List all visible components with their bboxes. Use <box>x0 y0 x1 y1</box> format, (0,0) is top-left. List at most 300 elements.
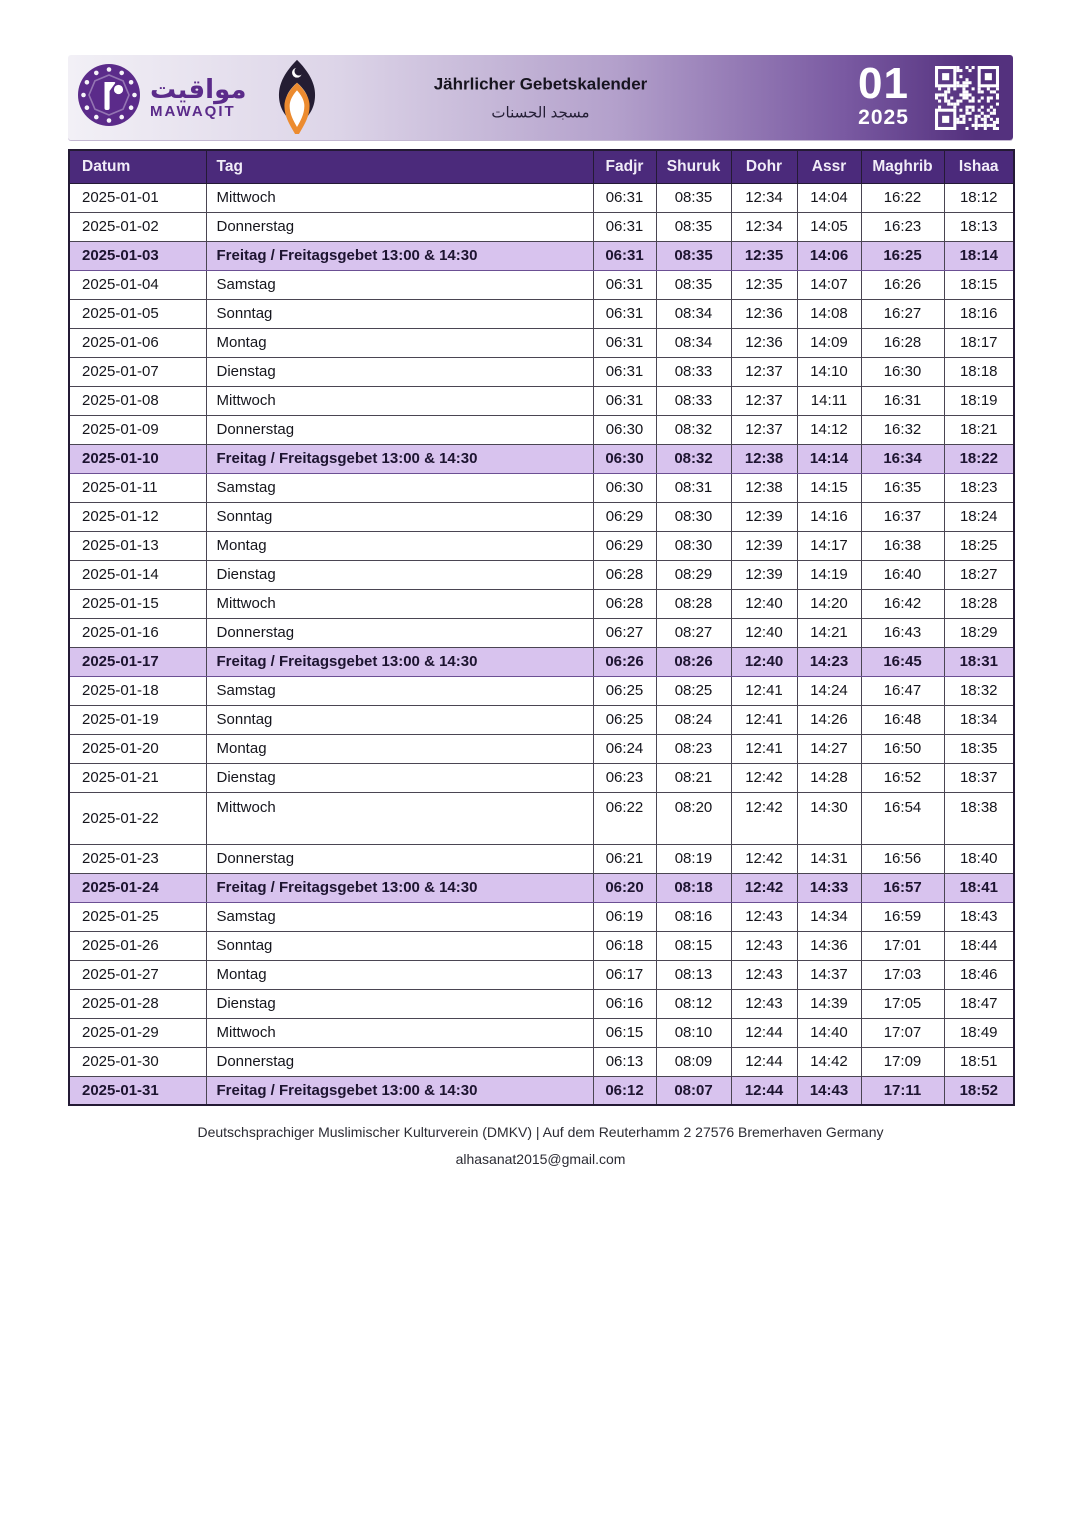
column-header-dohr: Dohr <box>731 150 797 183</box>
column-header-maghrib: Maghrib <box>861 150 944 183</box>
time-cell: 18:23 <box>944 473 1014 502</box>
time-cell: 06:20 <box>593 873 656 902</box>
table-row <box>69 989 1014 1018</box>
time-cell: 06:31 <box>593 241 656 270</box>
footer-address: Deutschsprachiger Muslimischer Kulturverein (DMKV) | Auf dem Reuterhamm 2 27576 Bremerhaven Germany <box>197 1124 884 1140</box>
table-row-friday <box>69 444 1014 473</box>
date-cell: 2025-01-21 <box>69 763 206 792</box>
time-cell: 12:36 <box>731 299 797 328</box>
column-header-assr: Assr <box>797 150 861 183</box>
mosque-dome-icon <box>272 58 322 139</box>
time-cell: 16:52 <box>861 763 944 792</box>
time-cell: 12:37 <box>731 415 797 444</box>
time-cell: 18:17 <box>944 328 1014 357</box>
day-cell: Donnerstag <box>206 212 593 241</box>
table-row <box>69 212 1014 241</box>
day-cell: Montag <box>206 328 593 357</box>
time-cell: 06:28 <box>593 560 656 589</box>
time-cell: 16:37 <box>861 502 944 531</box>
column-header-datum: Datum <box>69 150 206 183</box>
month-number: 01 <box>858 59 909 109</box>
time-cell: 18:28 <box>944 589 1014 618</box>
time-cell: 08:10 <box>656 1018 731 1047</box>
time-cell: 18:51 <box>944 1047 1014 1076</box>
time-cell: 12:40 <box>731 618 797 647</box>
day-cell: Dienstag <box>206 763 593 792</box>
time-cell: 06:31 <box>593 212 656 241</box>
time-cell: 18:34 <box>944 705 1014 734</box>
time-cell: 14:08 <box>797 299 861 328</box>
time-cell: 08:26 <box>656 647 731 676</box>
day-cell: Mittwoch <box>206 589 593 618</box>
time-cell: 12:35 <box>731 241 797 270</box>
time-cell: 17:03 <box>861 960 944 989</box>
time-cell: 12:39 <box>731 502 797 531</box>
table-row <box>69 589 1014 618</box>
time-cell: 18:18 <box>944 357 1014 386</box>
column-header-fadjr: Fadjr <box>593 150 656 183</box>
time-cell: 17:11 <box>861 1076 944 1105</box>
day-cell: Montag <box>206 531 593 560</box>
time-cell: 08:33 <box>656 386 731 415</box>
time-cell: 12:41 <box>731 676 797 705</box>
time-cell: 18:52 <box>944 1076 1014 1105</box>
time-cell: 17:05 <box>861 989 944 1018</box>
date-cell: 2025-01-25 <box>69 902 206 931</box>
table-row <box>69 183 1014 212</box>
footer-email: alhasanat2015@gmail.com <box>455 1151 626 1167</box>
time-cell: 06:22 <box>593 792 656 844</box>
time-cell: 18:19 <box>944 386 1014 415</box>
time-cell: 16:30 <box>861 357 944 386</box>
time-cell: 08:13 <box>656 960 731 989</box>
time-cell: 12:42 <box>731 763 797 792</box>
table-row <box>69 618 1014 647</box>
time-cell: 12:42 <box>731 873 797 902</box>
time-cell: 06:12 <box>593 1076 656 1105</box>
time-cell: 14:31 <box>797 844 861 873</box>
table-row <box>69 328 1014 357</box>
date-cell: 2025-01-20 <box>69 734 206 763</box>
time-cell: 06:31 <box>593 183 656 212</box>
month-block <box>858 59 909 129</box>
time-cell: 18:38 <box>944 792 1014 844</box>
table-row <box>69 473 1014 502</box>
day-cell: Dienstag <box>206 560 593 589</box>
table-row <box>69 960 1014 989</box>
time-cell: 14:26 <box>797 705 861 734</box>
time-cell: 16:22 <box>861 183 944 212</box>
time-cell: 12:40 <box>731 589 797 618</box>
table-row <box>69 357 1014 386</box>
time-cell: 06:28 <box>593 589 656 618</box>
qr-code <box>935 66 999 130</box>
day-cell: Freitag / Freitagsgebet 13:00 & 14:30 <box>206 647 593 676</box>
time-cell: 14:39 <box>797 989 861 1018</box>
time-cell: 08:32 <box>656 444 731 473</box>
table-row <box>69 386 1014 415</box>
time-cell: 14:37 <box>797 960 861 989</box>
time-cell: 08:15 <box>656 931 731 960</box>
day-cell: Freitag / Freitagsgebet 13:00 & 14:30 <box>206 444 593 473</box>
time-cell: 14:30 <box>797 792 861 844</box>
day-cell: Dienstag <box>206 989 593 1018</box>
time-cell: 08:33 <box>656 357 731 386</box>
time-cell: 06:21 <box>593 844 656 873</box>
time-cell: 17:07 <box>861 1018 944 1047</box>
time-cell: 12:43 <box>731 931 797 960</box>
day-cell: Samstag <box>206 676 593 705</box>
time-cell: 06:31 <box>593 270 656 299</box>
time-cell: 06:30 <box>593 444 656 473</box>
table-row-friday <box>69 241 1014 270</box>
date-cell: 2025-01-22 <box>69 792 206 844</box>
day-cell: Sonntag <box>206 705 593 734</box>
time-cell: 12:43 <box>731 960 797 989</box>
time-cell: 08:21 <box>656 763 731 792</box>
date-cell: 2025-01-18 <box>69 676 206 705</box>
time-cell: 08:20 <box>656 792 731 844</box>
time-cell: 12:42 <box>731 792 797 844</box>
table-row <box>69 1047 1014 1076</box>
date-cell: 2025-01-31 <box>69 1076 206 1105</box>
time-cell: 14:27 <box>797 734 861 763</box>
time-cell: 16:26 <box>861 270 944 299</box>
date-cell: 2025-01-27 <box>69 960 206 989</box>
time-cell: 14:40 <box>797 1018 861 1047</box>
time-cell: 12:40 <box>731 647 797 676</box>
time-cell: 08:12 <box>656 989 731 1018</box>
time-cell: 14:06 <box>797 241 861 270</box>
time-cell: 06:17 <box>593 960 656 989</box>
date-cell: 2025-01-28 <box>69 989 206 1018</box>
time-cell: 18:22 <box>944 444 1014 473</box>
time-cell: 08:18 <box>656 873 731 902</box>
time-cell: 18:13 <box>944 212 1014 241</box>
date-cell: 2025-01-07 <box>69 357 206 386</box>
time-cell: 18:29 <box>944 618 1014 647</box>
mawaqit-clock-icon <box>76 62 142 133</box>
time-cell: 17:01 <box>861 931 944 960</box>
time-cell: 16:38 <box>861 531 944 560</box>
time-cell: 08:35 <box>656 212 731 241</box>
day-cell: Mittwoch <box>206 792 593 844</box>
time-cell: 06:18 <box>593 931 656 960</box>
time-cell: 16:50 <box>861 734 944 763</box>
time-cell: 14:04 <box>797 183 861 212</box>
time-cell: 12:37 <box>731 357 797 386</box>
table-header-row <box>69 150 1014 183</box>
time-cell: 14:17 <box>797 531 861 560</box>
time-cell: 18:37 <box>944 763 1014 792</box>
time-cell: 08:29 <box>656 560 731 589</box>
date-cell: 2025-01-13 <box>69 531 206 560</box>
time-cell: 06:29 <box>593 531 656 560</box>
time-cell: 12:36 <box>731 328 797 357</box>
time-cell: 16:25 <box>861 241 944 270</box>
time-cell: 08:16 <box>656 902 731 931</box>
time-cell: 14:21 <box>797 618 861 647</box>
time-cell: 06:23 <box>593 763 656 792</box>
time-cell: 14:19 <box>797 560 861 589</box>
time-cell: 18:40 <box>944 844 1014 873</box>
day-cell: Sonntag <box>206 502 593 531</box>
mawaqit-name-arabic: مواقيت <box>150 74 247 104</box>
time-cell: 16:47 <box>861 676 944 705</box>
table-row <box>69 299 1014 328</box>
prayer-times-table <box>68 149 1015 1106</box>
mawaqit-logo <box>76 62 246 133</box>
time-cell: 08:32 <box>656 415 731 444</box>
date-cell: 2025-01-03 <box>69 241 206 270</box>
time-cell: 06:27 <box>593 618 656 647</box>
time-cell: 14:15 <box>797 473 861 502</box>
date-cell: 2025-01-05 <box>69 299 206 328</box>
time-cell: 06:31 <box>593 299 656 328</box>
mawaqit-name-latin: MAWAQIT <box>150 103 236 120</box>
time-cell: 18:44 <box>944 931 1014 960</box>
date-cell: 2025-01-24 <box>69 873 206 902</box>
table-row <box>69 763 1014 792</box>
date-cell: 2025-01-17 <box>69 647 206 676</box>
time-cell: 14:34 <box>797 902 861 931</box>
table-row <box>69 734 1014 763</box>
date-cell: 2025-01-12 <box>69 502 206 531</box>
time-cell: 08:34 <box>656 328 731 357</box>
time-cell: 16:32 <box>861 415 944 444</box>
header-banner <box>68 55 1013 140</box>
title-block <box>331 74 751 121</box>
time-cell: 08:07 <box>656 1076 731 1105</box>
time-cell: 18:31 <box>944 647 1014 676</box>
time-cell: 14:16 <box>797 502 861 531</box>
time-cell: 12:41 <box>731 705 797 734</box>
time-cell: 08:35 <box>656 241 731 270</box>
day-cell: Samstag <box>206 473 593 502</box>
time-cell: 12:43 <box>731 989 797 1018</box>
table-body <box>69 183 1014 1105</box>
table-row <box>69 931 1014 960</box>
time-cell: 06:25 <box>593 705 656 734</box>
time-cell: 12:38 <box>731 473 797 502</box>
time-cell: 06:13 <box>593 1047 656 1076</box>
time-cell: 12:44 <box>731 1076 797 1105</box>
day-cell: Donnerstag <box>206 1047 593 1076</box>
table-row-friday <box>69 647 1014 676</box>
time-cell: 18:35 <box>944 734 1014 763</box>
day-cell: Mittwoch <box>206 386 593 415</box>
year-number: 2025 <box>858 105 909 129</box>
time-cell: 08:35 <box>656 270 731 299</box>
time-cell: 14:28 <box>797 763 861 792</box>
time-cell: 18:15 <box>944 270 1014 299</box>
day-cell: Mittwoch <box>206 183 593 212</box>
day-cell: Donnerstag <box>206 618 593 647</box>
time-cell: 12:39 <box>731 531 797 560</box>
time-cell: 06:31 <box>593 357 656 386</box>
date-cell: 2025-01-26 <box>69 931 206 960</box>
date-cell: 2025-01-19 <box>69 705 206 734</box>
table-row <box>69 902 1014 931</box>
time-cell: 08:09 <box>656 1047 731 1076</box>
day-cell: Freitag / Freitagsgebet 13:00 & 14:30 <box>206 1076 593 1105</box>
time-cell: 16:43 <box>861 618 944 647</box>
time-cell: 12:42 <box>731 844 797 873</box>
date-cell: 2025-01-10 <box>69 444 206 473</box>
date-cell: 2025-01-15 <box>69 589 206 618</box>
day-cell: Donnerstag <box>206 844 593 873</box>
time-cell: 18:21 <box>944 415 1014 444</box>
date-cell: 2025-01-14 <box>69 560 206 589</box>
time-cell: 12:38 <box>731 444 797 473</box>
date-cell: 2025-01-01 <box>69 183 206 212</box>
table-row <box>69 844 1014 873</box>
date-cell: 2025-01-30 <box>69 1047 206 1076</box>
time-cell: 06:29 <box>593 502 656 531</box>
time-cell: 06:30 <box>593 473 656 502</box>
time-cell: 08:23 <box>656 734 731 763</box>
time-cell: 18:25 <box>944 531 1014 560</box>
time-cell: 14:36 <box>797 931 861 960</box>
time-cell: 12:34 <box>731 183 797 212</box>
time-cell: 16:28 <box>861 328 944 357</box>
time-cell: 16:45 <box>861 647 944 676</box>
time-cell: 12:44 <box>731 1047 797 1076</box>
time-cell: 08:30 <box>656 502 731 531</box>
table-row-friday <box>69 1076 1014 1105</box>
time-cell: 12:39 <box>731 560 797 589</box>
time-cell: 06:31 <box>593 386 656 415</box>
time-cell: 06:25 <box>593 676 656 705</box>
time-cell: 08:30 <box>656 531 731 560</box>
table-row <box>69 792 1014 844</box>
time-cell: 14:14 <box>797 444 861 473</box>
day-cell: Freitag / Freitagsgebet 13:00 & 14:30 <box>206 873 593 902</box>
time-cell: 14:33 <box>797 873 861 902</box>
time-cell: 16:48 <box>861 705 944 734</box>
table-row <box>69 676 1014 705</box>
time-cell: 12:41 <box>731 734 797 763</box>
time-cell: 12:37 <box>731 386 797 415</box>
time-cell: 18:43 <box>944 902 1014 931</box>
table-row-friday <box>69 873 1014 902</box>
day-cell: Dienstag <box>206 357 593 386</box>
day-cell: Montag <box>206 734 593 763</box>
table-row <box>69 502 1014 531</box>
page-subtitle-arabic: مسجد الحسنات <box>491 104 590 121</box>
time-cell: 17:09 <box>861 1047 944 1076</box>
time-cell: 08:28 <box>656 589 731 618</box>
day-cell: Samstag <box>206 270 593 299</box>
time-cell: 08:31 <box>656 473 731 502</box>
table-row <box>69 531 1014 560</box>
date-cell: 2025-01-11 <box>69 473 206 502</box>
time-cell: 18:16 <box>944 299 1014 328</box>
time-cell: 08:27 <box>656 618 731 647</box>
time-cell: 18:41 <box>944 873 1014 902</box>
time-cell: 14:24 <box>797 676 861 705</box>
time-cell: 18:27 <box>944 560 1014 589</box>
time-cell: 08:24 <box>656 705 731 734</box>
date-cell: 2025-01-06 <box>69 328 206 357</box>
time-cell: 06:30 <box>593 415 656 444</box>
day-cell: Donnerstag <box>206 415 593 444</box>
time-cell: 14:11 <box>797 386 861 415</box>
time-cell: 14:05 <box>797 212 861 241</box>
page-title: Jährlicher Gebetskalender <box>433 74 648 93</box>
time-cell: 16:31 <box>861 386 944 415</box>
column-header-shuruk: Shuruk <box>656 150 731 183</box>
time-cell: 18:32 <box>944 676 1014 705</box>
date-cell: 2025-01-02 <box>69 212 206 241</box>
table-row <box>69 560 1014 589</box>
time-cell: 18:47 <box>944 989 1014 1018</box>
time-cell: 12:44 <box>731 1018 797 1047</box>
time-cell: 16:54 <box>861 792 944 844</box>
time-cell: 06:24 <box>593 734 656 763</box>
day-cell: Sonntag <box>206 931 593 960</box>
table-row <box>69 415 1014 444</box>
time-cell: 16:42 <box>861 589 944 618</box>
mawaqit-wordmark <box>150 76 246 119</box>
time-cell: 16:59 <box>861 902 944 931</box>
time-cell: 12:34 <box>731 212 797 241</box>
time-cell: 08:34 <box>656 299 731 328</box>
page-footer <box>68 1124 1013 1167</box>
time-cell: 12:35 <box>731 270 797 299</box>
time-cell: 06:19 <box>593 902 656 931</box>
time-cell: 16:56 <box>861 844 944 873</box>
time-cell: 06:16 <box>593 989 656 1018</box>
day-cell: Samstag <box>206 902 593 931</box>
time-cell: 08:35 <box>656 183 731 212</box>
time-cell: 14:07 <box>797 270 861 299</box>
time-cell: 14:09 <box>797 328 861 357</box>
time-cell: 06:31 <box>593 328 656 357</box>
date-cell: 2025-01-23 <box>69 844 206 873</box>
time-cell: 12:43 <box>731 902 797 931</box>
date-cell: 2025-01-04 <box>69 270 206 299</box>
time-cell: 16:27 <box>861 299 944 328</box>
time-cell: 14:43 <box>797 1076 861 1105</box>
time-cell: 16:40 <box>861 560 944 589</box>
time-cell: 18:14 <box>944 241 1014 270</box>
date-cell: 2025-01-29 <box>69 1018 206 1047</box>
day-cell: Mittwoch <box>206 1018 593 1047</box>
time-cell: 08:25 <box>656 676 731 705</box>
time-cell: 06:15 <box>593 1018 656 1047</box>
time-cell: 18:12 <box>944 183 1014 212</box>
time-cell: 14:10 <box>797 357 861 386</box>
date-cell: 2025-01-09 <box>69 415 206 444</box>
time-cell: 08:19 <box>656 844 731 873</box>
column-header-tag: Tag <box>206 150 593 183</box>
time-cell: 16:34 <box>861 444 944 473</box>
day-cell: Montag <box>206 960 593 989</box>
time-cell: 14:12 <box>797 415 861 444</box>
column-header-ishaa: Ishaa <box>944 150 1014 183</box>
time-cell: 18:24 <box>944 502 1014 531</box>
day-cell: Sonntag <box>206 299 593 328</box>
day-cell: Freitag / Freitagsgebet 13:00 & 14:30 <box>206 241 593 270</box>
table-row <box>69 705 1014 734</box>
table-row <box>69 1018 1014 1047</box>
table-row <box>69 270 1014 299</box>
time-cell: 14:20 <box>797 589 861 618</box>
time-cell: 14:23 <box>797 647 861 676</box>
date-cell: 2025-01-08 <box>69 386 206 415</box>
time-cell: 16:35 <box>861 473 944 502</box>
